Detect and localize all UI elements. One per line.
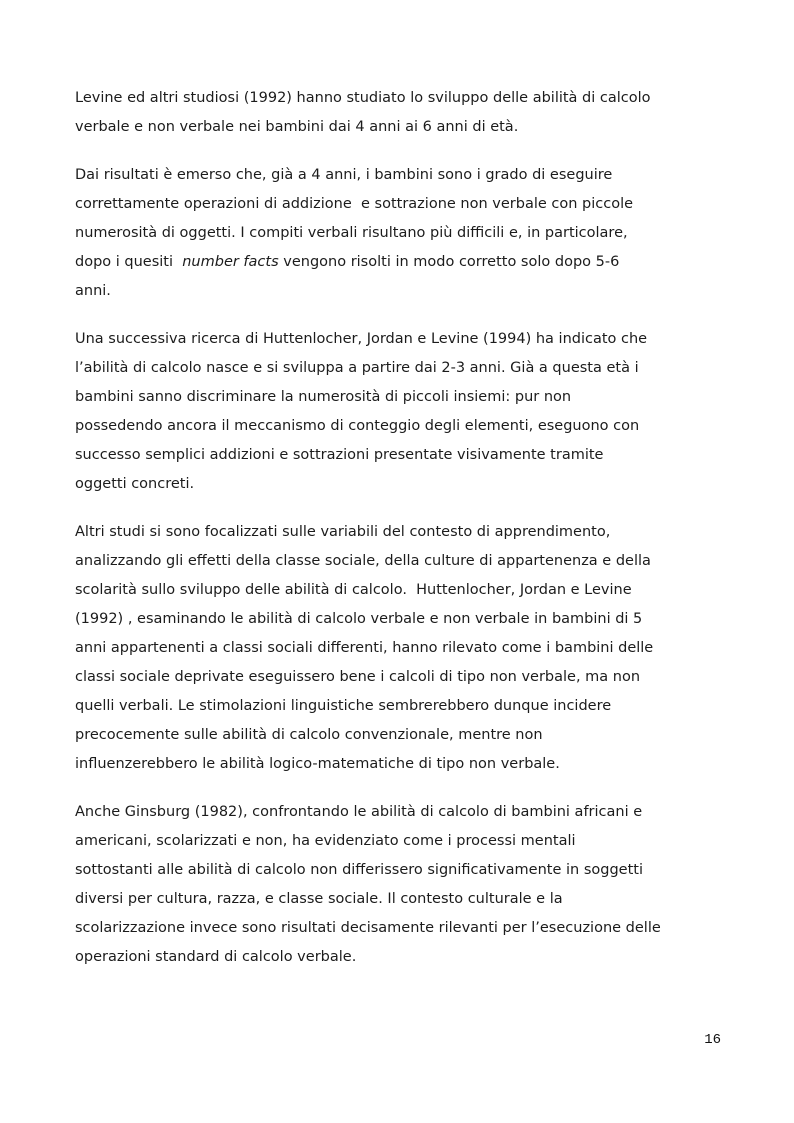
text-line xyxy=(75,84,723,113)
text-segment: sottostanti alle abilità di calcolo non differissero significativamente in soggetti xyxy=(75,862,643,878)
text-segment: operazioni standard di calcolo verbale. xyxy=(75,949,357,965)
text-segment: verbale e non verbale nei bambini dai 4 anni ai 6 anni di età. xyxy=(75,119,519,135)
text-segment: classi sociale deprivate eseguissero bene i calcoli di tipo non verbale, ma non xyxy=(75,669,641,685)
paragraph xyxy=(75,798,723,972)
text-segment: Levine ed altri studiosi (1992) hanno studiato lo sviluppo delle abilità di calcolo xyxy=(75,90,651,106)
text-line xyxy=(75,190,723,219)
text-line xyxy=(75,383,723,412)
text-segment: influenzerebbero le abilità logico-matematiche di tipo non verbale. xyxy=(75,756,560,772)
text-segment: Dai risultati è emerso che, già a 4 anni, i bambini sono i grado di eseguire xyxy=(75,167,613,183)
text-line xyxy=(75,161,723,190)
text-line xyxy=(75,663,723,692)
text-segment: diversi per cultura, razza, e classe sociale. Il contesto culturale e la xyxy=(75,891,563,907)
text-segment: successo semplici addizioni e sottrazioni presentate visivamente tramite xyxy=(75,447,604,463)
text-segment: scolarizzazione invece sono risultati decisamente rilevanti per l’esecuzione delle xyxy=(75,920,661,936)
text-line xyxy=(75,885,723,914)
text-line xyxy=(75,856,723,885)
text-line xyxy=(75,943,723,972)
text-segment: anni appartenenti a classi sociali differenti, hanno rilevato come i bambini delle xyxy=(75,640,654,656)
paragraph xyxy=(75,518,723,779)
text-line xyxy=(75,576,723,605)
text-segment: l’abilità di calcolo nasce e si sviluppa a partire dai 2-3 anni. Già a questa età i xyxy=(75,360,639,376)
text-segment: correttamente operazioni di addizione e sottrazione non verbale con piccole xyxy=(75,196,634,212)
text-segment: precocemente sulle abilità di calcolo convenzionale, mentre non xyxy=(75,727,543,743)
text-segment: Una successiva ricerca di Huttenlocher, Jordan e Levine (1994) ha indicato che xyxy=(75,331,648,347)
text-line xyxy=(75,798,723,827)
text-line xyxy=(75,547,723,576)
paragraph xyxy=(75,325,723,499)
paragraph xyxy=(75,161,723,306)
italic-text: number facts xyxy=(182,254,279,270)
text-segment: dopo i quesiti xyxy=(75,254,183,270)
page-number: 16 xyxy=(704,1032,721,1048)
text-line xyxy=(75,721,723,750)
text-line xyxy=(75,750,723,779)
text-line xyxy=(75,692,723,721)
text-line xyxy=(75,605,723,634)
text-line xyxy=(75,325,723,354)
text-segment: analizzando gli effetti della classe sociale, della culture di appartenenza e della xyxy=(75,553,651,569)
text-line xyxy=(75,827,723,856)
text-segment: Altri studi si sono focalizzati sulle variabili del contesto di apprendimento, xyxy=(75,524,611,540)
text-segment: anni. xyxy=(75,283,111,299)
text-line xyxy=(75,518,723,547)
text-line xyxy=(75,277,723,306)
text-line xyxy=(75,914,723,943)
text-segment: possedendo ancora il meccanismo di conteggio degli elementi, eseguono con xyxy=(75,418,640,434)
paragraph xyxy=(75,84,723,142)
text-line xyxy=(75,470,723,499)
text-line xyxy=(75,248,723,277)
text-line xyxy=(75,219,723,248)
text-segment: bambini sanno discriminare la numerosità di piccoli insiemi: pur non xyxy=(75,389,572,405)
text-segment: Anche Ginsburg (1982), confrontando le abilità di calcolo di bambini africani e xyxy=(75,804,643,820)
text-line xyxy=(75,634,723,663)
text-segment: (1992) , esaminando le abilità di calcolo verbale e non verbale in bambini di 5 xyxy=(75,611,643,627)
page-body-text xyxy=(75,84,723,991)
text-line xyxy=(75,412,723,441)
text-segment: numerosità di oggetti. I compiti verbali risultano più difficili e, in particolare, xyxy=(75,225,628,241)
text-segment: oggetti concreti. xyxy=(75,476,195,492)
text-line xyxy=(75,354,723,383)
text-segment: americani, scolarizzati e non, ha evidenziato come i processi mentali xyxy=(75,833,576,849)
text-segment: quelli verbali. Le stimolazioni linguistiche sembrerebbero dunque incidere xyxy=(75,698,612,714)
text-line xyxy=(75,441,723,470)
text-segment: scolarità sullo sviluppo delle abilità di calcolo. Huttenlocher, Jordan e Levine xyxy=(75,582,632,598)
text-segment: vengono risolti in modo corretto solo dopo 5-6 xyxy=(278,254,620,270)
text-line xyxy=(75,113,723,142)
